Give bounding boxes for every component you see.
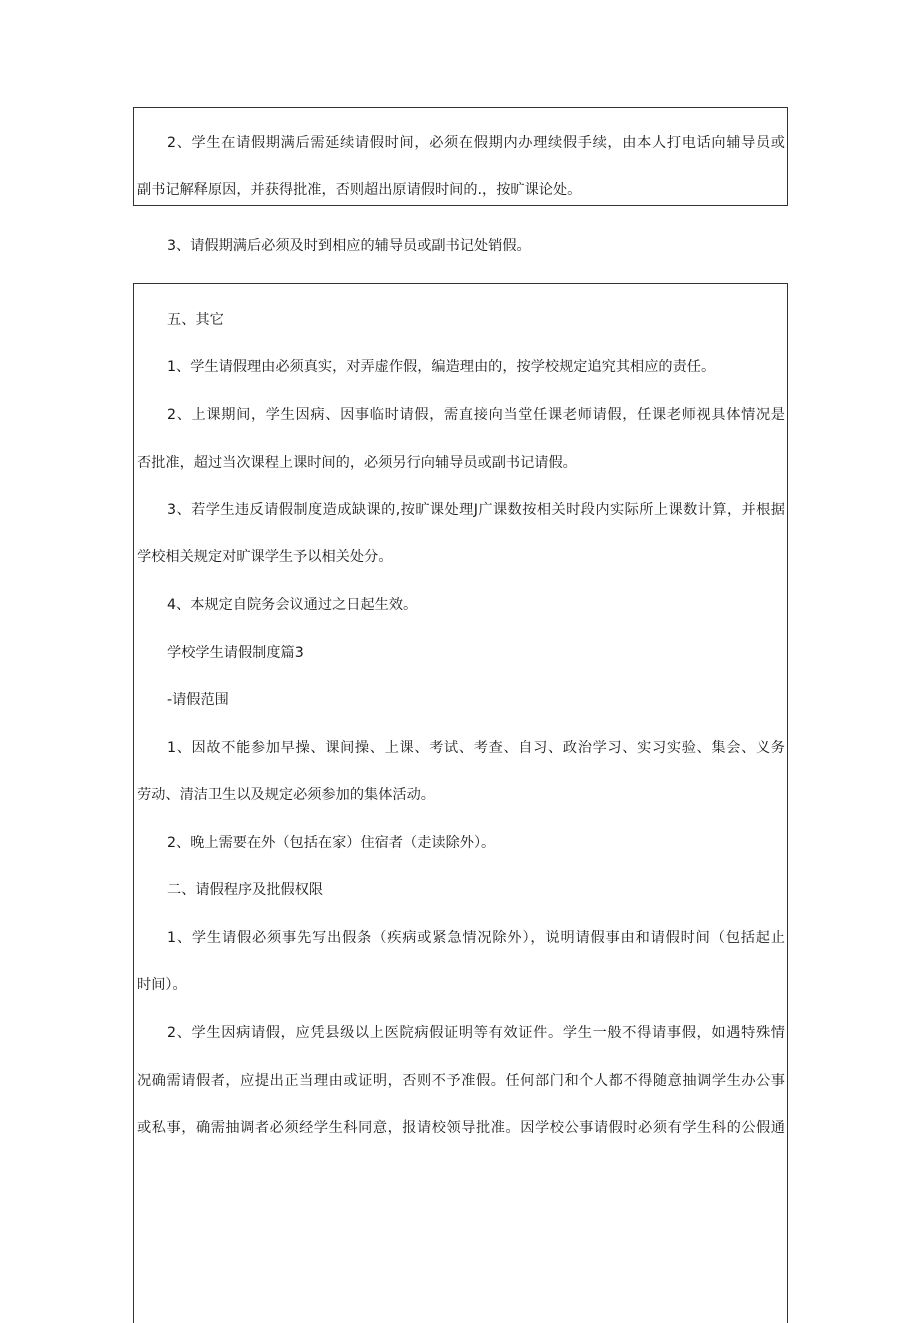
section-heading: 五、其它 bbox=[167, 312, 224, 328]
section-heading: -请假范围 bbox=[167, 692, 229, 708]
paragraph-line: 劳动、清洁卫生以及规定必须参加的集体活动。 bbox=[137, 787, 435, 803]
paragraph-line: 3、若学生违反请假制度造成缺课的,按旷课处理J广课数按相关时段内实际所上课数计算，并根据 bbox=[167, 502, 785, 518]
paragraph-line: 或私事，确需抽调者必须经学生科同意，报请校领导批准。因学校公事请假时必须有学生科的公假通 bbox=[137, 1120, 785, 1136]
paragraph-line: 2、上课期间，学生因病、因事临时请假，需直接向当堂任课老师请假，任课老师视具体情况是 bbox=[167, 407, 785, 423]
paragraph-line: 否批准，超过当次课程上课时间的，必须另行向辅导员或副书记请假。 bbox=[137, 455, 577, 471]
paragraph-line: 学校相关规定对旷课学生予以相关处分。 bbox=[137, 549, 393, 565]
paragraph-line: 2、学生在请假期满后需延续请假时间，必须在假期内办理续假手续，由本人打电话向辅导员或 bbox=[167, 135, 785, 151]
paragraph-line: 1、学生请假理由必须真实，对弄虚作假，编造理由的，按学校规定追究其相应的责任。 bbox=[167, 359, 716, 375]
section-heading: 二、请假程序及批假权限 bbox=[167, 882, 324, 898]
paragraph-line: 2、学生因病请假，应凭县级以上医院病假证明等有效证件。学生一般不得请事假，如遇特殊情 bbox=[167, 1025, 785, 1041]
paragraph-line: 况确需请假者，应提出正当理由或证明，否则不予准假。任何部门和个人都不得随意抽调学生办公事 bbox=[137, 1073, 785, 1089]
paragraph-line: 1、因故不能参加早操、课间操、上课、考试、考查、自习、政治学习、实习实验、集会、义务 bbox=[167, 740, 785, 756]
part-title: 学校学生请假制度篇3 bbox=[167, 645, 304, 661]
paragraph-line: 时间）。 bbox=[137, 977, 187, 993]
paragraph-line: 副书记解释原因，并获得批准，否则超出原请假时间的.，按旷课论处。 bbox=[137, 182, 582, 198]
paragraph-line: 2、晚上需要在外（包括在家）住宿者（走读除外）。 bbox=[167, 835, 496, 851]
paragraph-line: 1、学生请假必须事先写出假条（疾病或紧急情况除外），说明请假事由和请假时间（包括起止 bbox=[167, 930, 785, 946]
paragraph-line: 3、请假期满后必须及时到相应的辅导员或副书记处销假。 bbox=[167, 238, 531, 254]
paragraph-line: 4、本规定自院务会议通过之日起生效。 bbox=[167, 597, 418, 613]
